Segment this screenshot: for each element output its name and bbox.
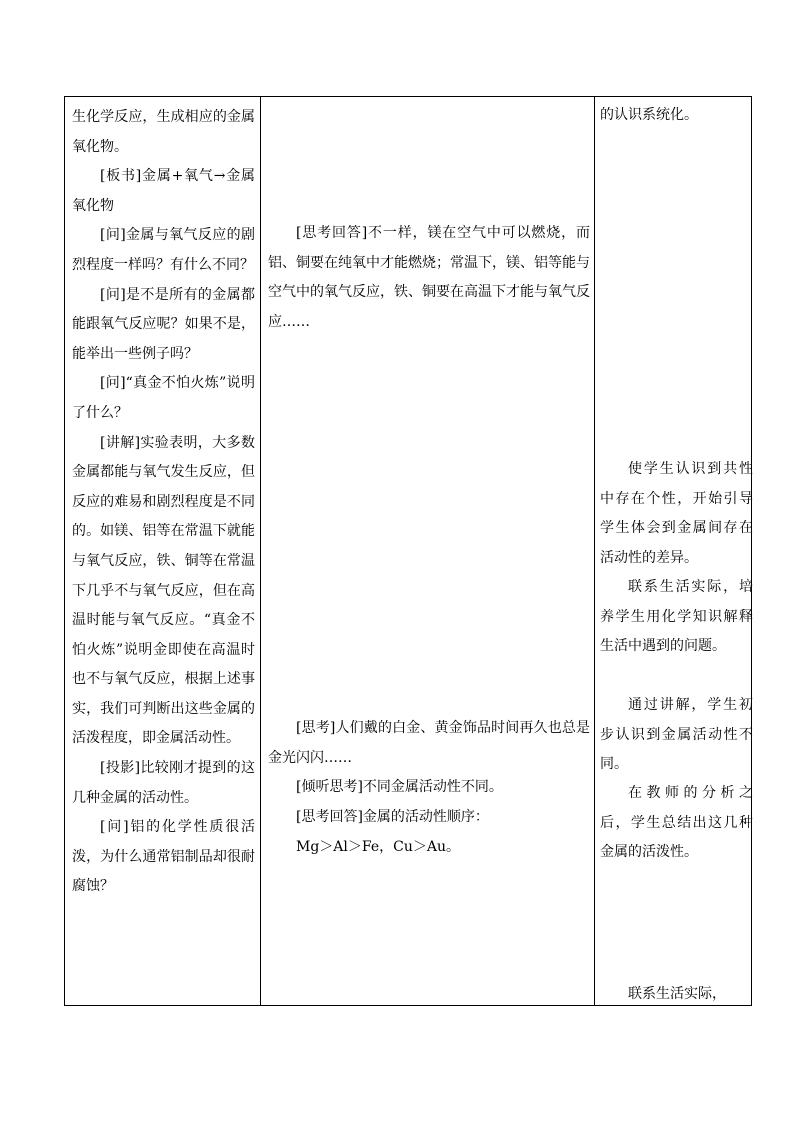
teacher-text: [问]铝的化学性质很活泼，为什么通常铝制品却很耐腐蚀？ — [72, 819, 255, 895]
student-text: [思考]人们戴的白金、黄金饰品时间再久也总是金光闪闪…… — [268, 720, 590, 766]
teacher-text: [问]“真金不怕火炼”说明了什么？ — [72, 375, 255, 421]
intent-text: 在教师的分析之后，学生总结出这几种金属的活泼性。 — [600, 785, 753, 861]
intent-text: 联系生活实际，培养学生用化学知识解释生活中遇到的问题。 — [600, 579, 753, 655]
intent-text: 通过讲解，学生初步认识到金属活动性不同。 — [600, 697, 753, 773]
teacher-text: [投影]比较刚才提到的这几种金属的活动性。 — [72, 760, 255, 806]
student-text: [思考回答]不一样，镁在空气中可以燃烧，而铝、铜要在纯氧中才能燃烧；常温下，镁、铝等能与空气中的氧气反应，铁、铜要在高温下才能与氧气反应…… — [268, 225, 590, 330]
intent-text: 联系生活实际， — [628, 986, 726, 1002]
lesson-table — [64, 96, 752, 1006]
student-text: [思考回答]金属的活动性顺序： — [296, 809, 489, 825]
teacher-activity-column — [65, 97, 261, 1005]
design-intent-column — [595, 97, 753, 1005]
intent-text: 的认识系统化。 — [600, 107, 698, 123]
student-activity-column — [261, 97, 595, 1005]
teacher-text: 生化学反应，生成相应的金属氧化物。 — [72, 109, 255, 155]
intent-text: 使学生认识到共性中存在个性，开始引导学生体会到金属间存在活动性的差异。 — [600, 461, 753, 566]
teacher-text: [问]是不是所有的金属都能跟氧气反应呢？如果不是，能举出一些例子吗？ — [72, 286, 255, 362]
student-text: Mg＞Al＞Fe，Cu＞Au。 — [296, 839, 460, 855]
teacher-text: [问]金属与氧气反应的剧烈程度一样吗？有什么不同？ — [72, 227, 255, 273]
teacher-text: [板书]金属+氧气→金属氧化物 — [72, 168, 255, 214]
teacher-text: [讲解]实验表明，大多数金属都能与氧气发生反应，但反应的难易和剧烈程度是不同的。如镁、铝等在常温下就能与氧气反应，铁、铜等在常温下几乎不与氧气反应，但在高温时能与氧气反应。“真金不怕火炼”说明金即使在高温时也不与氧气反应，根据上述事实，我们可判断出这些金属的活泼程度，即金属活动性。 — [72, 434, 255, 747]
student-text: [倾听思考]不同金属活动性不同。 — [296, 779, 503, 795]
